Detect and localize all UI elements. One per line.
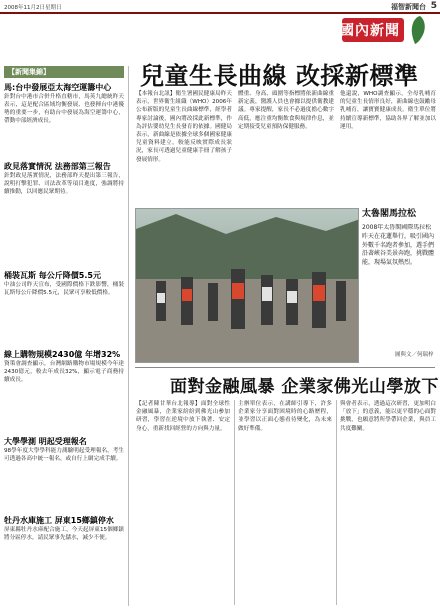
page-number: 5	[430, 1, 437, 11]
main-headline: 兒童生長曲線 改採新標準	[140, 62, 419, 90]
issue-date: 2008年11月2日星期日	[4, 5, 62, 11]
header-rule	[0, 12, 440, 14]
story2-col1: 【記者陳甘華台北報導】面對全球性金融風暴，企業家紛紛到佛光山參加研習，學習在逆境中放下執著、安定身心，重新找回經營的方向與力量。	[136, 401, 230, 432]
column-divider	[336, 400, 337, 605]
story2-col2: 主辦單位表示，在講師引導下，許多企業家分享面對困境時的心路歷程，並學習以正面心態看待變化，為未來做好準備。	[238, 401, 332, 432]
roundup-body: 資策會調查顯示，台灣網路購物市場規模今年達2430億元，較去年成長32%，顯示電子商務持續成長。	[4, 361, 124, 383]
roundup-headline: 馬:台中發展亞太海空運籌中心	[4, 83, 112, 92]
marathon-photo	[135, 208, 359, 363]
photo-caption-text: 2008年太魯閣國際馬拉松昨天在花蓮舉行，吸引國內外數千名跑者參加，選手們沿著峽谷美景奔跑，挑戰體能，現場氣氛熱烈。	[362, 224, 434, 267]
column-divider	[234, 400, 235, 605]
section-title: 國內新聞	[340, 23, 400, 39]
page-header	[0, 0, 440, 12]
taiwan-map-icon	[406, 15, 430, 45]
photo-caption-title: 太魯閣馬拉松	[362, 209, 417, 219]
publication-name: 福智新聞台	[391, 3, 426, 11]
roundup-label: 【新聞集錦】	[4, 66, 124, 78]
second-headline: 面對金融風暴 企業家佛光山學放下	[170, 377, 439, 397]
main-article-col3: 他還說，WHO調查顯示，全母乳哺育的兒童生長情形良好，新曲線也鼓勵母乳哺育，讓寶寶健康成長。衛生單位將持續宣導新標準，協助各界了解並加以運用。	[340, 91, 436, 130]
roundup-headline: 大學學測 明起受理報名	[4, 437, 87, 446]
roundup-body: 針對台中港市合併升格直轄市，馬英九總統昨天表示，這是配合區域均衡發展、也發揮台中港優勢的重要一步，有助台中發展為海空運籌中心，帶動中部經濟成長。	[4, 94, 124, 124]
main-article-col1: 【本報台北訊】衛生署國民健康局昨天表示，世界衛生組織（WHO）2006年公布新版的兒童生長曲線標準，經學者專家討論後，國內將改採此新標準，作為評估嬰幼兒生長發育的依據。國健局表示，新曲線是依據全球多個國家健康兒童資料建立，較能反映實際成長狀況，家長可透過兒童健康手冊了解孩子發展情形。	[136, 91, 232, 163]
photo-credit: 圖與文／何瑞梓	[395, 352, 434, 358]
story2-col3: 與會者表示，透過這次研習，更加明白「放下」的意義，能以更平穩的心面對挑戰，也願意將所學帶回企業，與員工共度難關。	[340, 401, 436, 432]
roundup-headline: 桶裝瓦斯 每公斤降價5.5元	[4, 271, 101, 280]
roundup-body: 針對政見落實情況，法務部昨天提出第三報告，說明打擊犯罪、司法改革等項目進度，強調將持續推動，以回應民眾期待。	[4, 173, 124, 195]
story-divider	[135, 367, 435, 368]
column-divider	[128, 66, 129, 606]
roundup-body: 屏東縣牡丹水庫配合施工，今天起屏東15個鄉鎮將分區停水，請民眾事先儲水，減少不便。	[4, 527, 124, 541]
roundup-headline: 政見落實情況 法務部第三報告	[4, 162, 111, 171]
roundup-headline: 線上購物規模2430億 年增32%	[4, 350, 121, 359]
roundup-body: 中油公司昨天宣布，受國際價格下跌影響，桶裝瓦斯每公斤降價5.5元，民眾可享較低價格。	[4, 282, 124, 296]
roundup-headline: 牡丹水庫施工 屏東15鄉鎮停水	[4, 516, 114, 525]
roundup-body: 98學年度大學學科能力測驗明起受理報名，考生可透過各高中統一報名，或自行上網完成手續。	[4, 448, 124, 462]
main-article-col2: 體重、身高、頭圍等指標將依新曲線重新定義，醫護人員也會據以提供衛教建議。專家提醒，家長不必過度擔心數字高低，應注重均衡飲食與規律作息，並定期接受兒童預防保健服務。	[238, 91, 334, 130]
news-roundup-column	[4, 66, 124, 606]
section-masthead	[314, 15, 434, 45]
